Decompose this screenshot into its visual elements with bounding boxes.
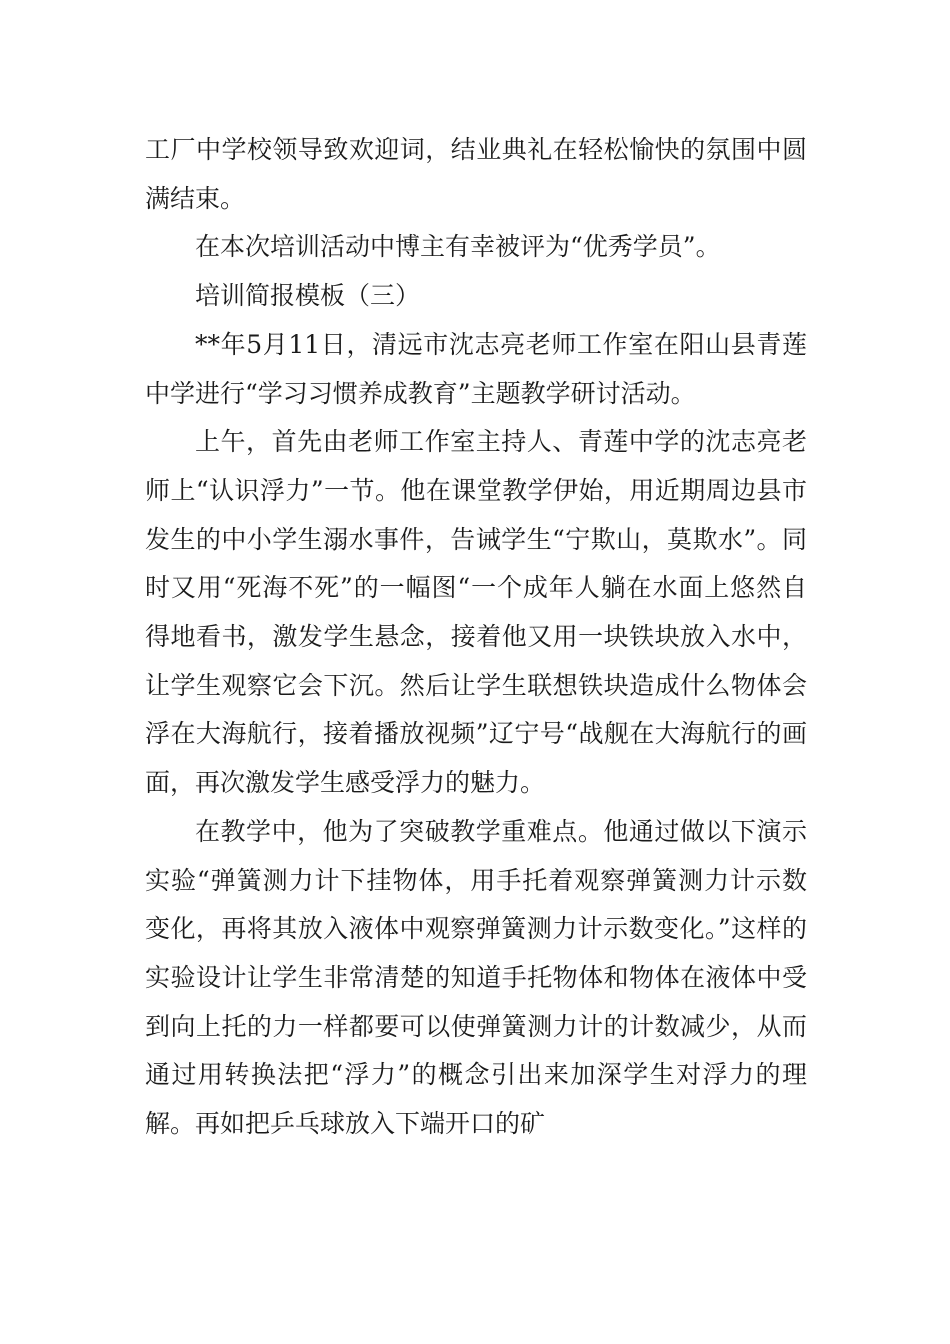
paragraph-intro: **年5月11日，清远市沈志亮老师工作室在阳山县青莲中学进行“学习习惯养成教育”主题教学研讨活动。 — [145, 329, 807, 408]
document-body — [145, 126, 807, 1149]
paragraph-teaching: 在教学中，他为了突破教学重难点。他通过做以下演示实验“弹簧测力计下挂物体，用手托着观察弹簧测力计示数变化，再将其放入液体中观察弹簧测力计示数变化。”这样的实验设计让学生非常清楚的知道手托物体和物体在液体中受到向上托的力一样都要可以使弹簧测力计的计数减少，从而通过用转换法把“浮力”的概念引出来加深学生对浮力的理解。再如把乒乓球放入下端开口的矿 — [145, 816, 807, 1139]
paragraph-morning-lesson: 上午，首先由老师工作室主持人、青莲中学的沈志亮老师上“认识浮力”一节。他在课堂教学伊始，用近期周边县市发生的中小学生溺水事件，告诫学生“宁欺山，莫欺水”。同时又用“死海不死”的一幅图“一个成年人躺在水面上悠然自得地看书，激发学生悬念，接着他又用一块铁块放入水中，让学生观察它会下沉。然后让学生联想铁块造成什么物体会浮在大海航行，接着播放视频”辽宁号“战舰在大海航行的画面，再次激发学生感受浮力的魅力。 — [145, 427, 807, 798]
paragraph-continuation: 工厂中学校领导致欢迎词，结业典礼在轻松愉快的氛围中圆满结束。 — [145, 135, 807, 213]
paragraph-award: 在本次培训活动中博主有幸被评为“优秀学员”。 — [195, 232, 721, 262]
section-heading: 培训简报模板（三） — [195, 281, 421, 311]
